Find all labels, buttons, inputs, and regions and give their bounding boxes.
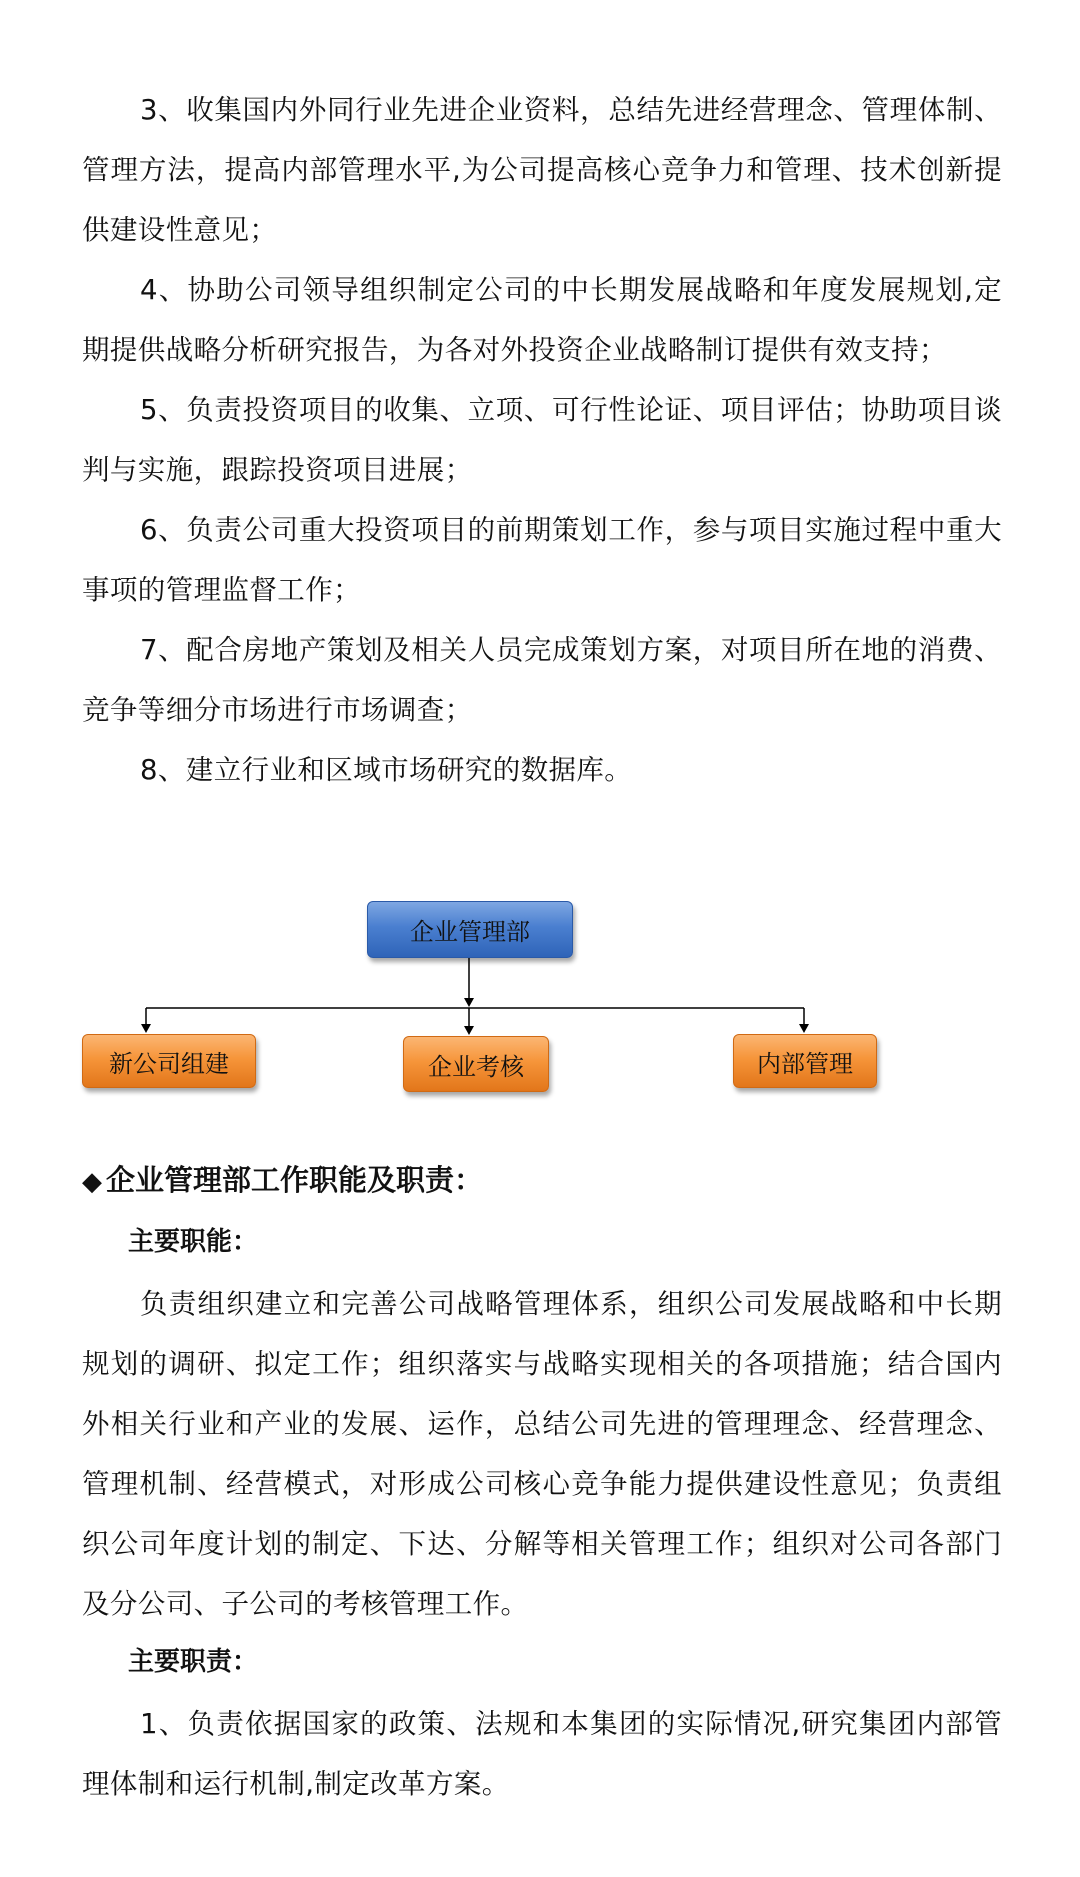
duty-item-1: 1、负责依据国家的政策、法规和本集团的实际情况,研究集团内部管理体制和运行机制,制定改革方案。 (82, 1708, 1002, 1800)
list-item-3: 3、收集国内外同行业先进企业资料，总结先进经营理念、管理体制、管理方法，提高内部管理水平,为公司提高核心竞争力和管理、技术创新提供建设性意见； (82, 94, 1002, 246)
list-item-4: 4、协助公司领导组织制定公司的中长期发展战略和年度发展规划,定期提供战略分析研究报告，为各对外投资企业战略制订提供有效支持； (82, 274, 1002, 366)
functions-text: 负责组织建立和完善公司战略管理体系，组织公司发展战略和中长期规划的调研、拟定工作；组织落实与战略实现相关的各项措施；结合国内外相关行业和产业的发展、运作，总结公司先进的管理理念、经营理念、管理机制、经营模式，对形成公司核心竞争能力提供建设性意见；负责组织公司年度计划的制定、下达、分解等相关管理工作；组织对公司各部门及分公司、子公司的考核管理工作。 (82, 1288, 1002, 1620)
org-root-box: 企业管理部 (367, 901, 573, 958)
left-arrow-icon (141, 1024, 151, 1033)
root-arrow-icon (464, 998, 474, 1007)
functions-label: 主要职能： (128, 1227, 259, 1257)
list-item-5: 5、负责投资项目的收集、立项、可行性论证、项目评估；协助项目谈判与实施，跟踪投资项目进展； (82, 394, 1002, 486)
right-arrow-icon (799, 1024, 809, 1033)
list-item-7: 7、配合房地产策划及相关人员完成策划方案，对项目所在地的消费、竞争等细分市场进行市场调查； (82, 634, 1002, 726)
diamond-bullet-icon: ◆ (82, 1167, 102, 1197)
list-item-8: 8、建立行业和区域市场研究的数据库。 (140, 754, 633, 786)
org-child-new-company: 新公司组建 (82, 1034, 256, 1088)
duties-label: 主要职责： (128, 1647, 259, 1677)
section-title (82, 1160, 483, 1202)
section-title-text: 企业管理部工作职能及职责： (106, 1163, 484, 1197)
org-child-internal-management: 内部管理 (733, 1034, 877, 1088)
list-item-6: 6、负责公司重大投资项目的前期策划工作，参与项目实施过程中重大事项的管理监督工作； (82, 514, 1002, 606)
org-child-assessment: 企业考核 (403, 1036, 549, 1092)
middle-arrow-icon (464, 1026, 474, 1035)
